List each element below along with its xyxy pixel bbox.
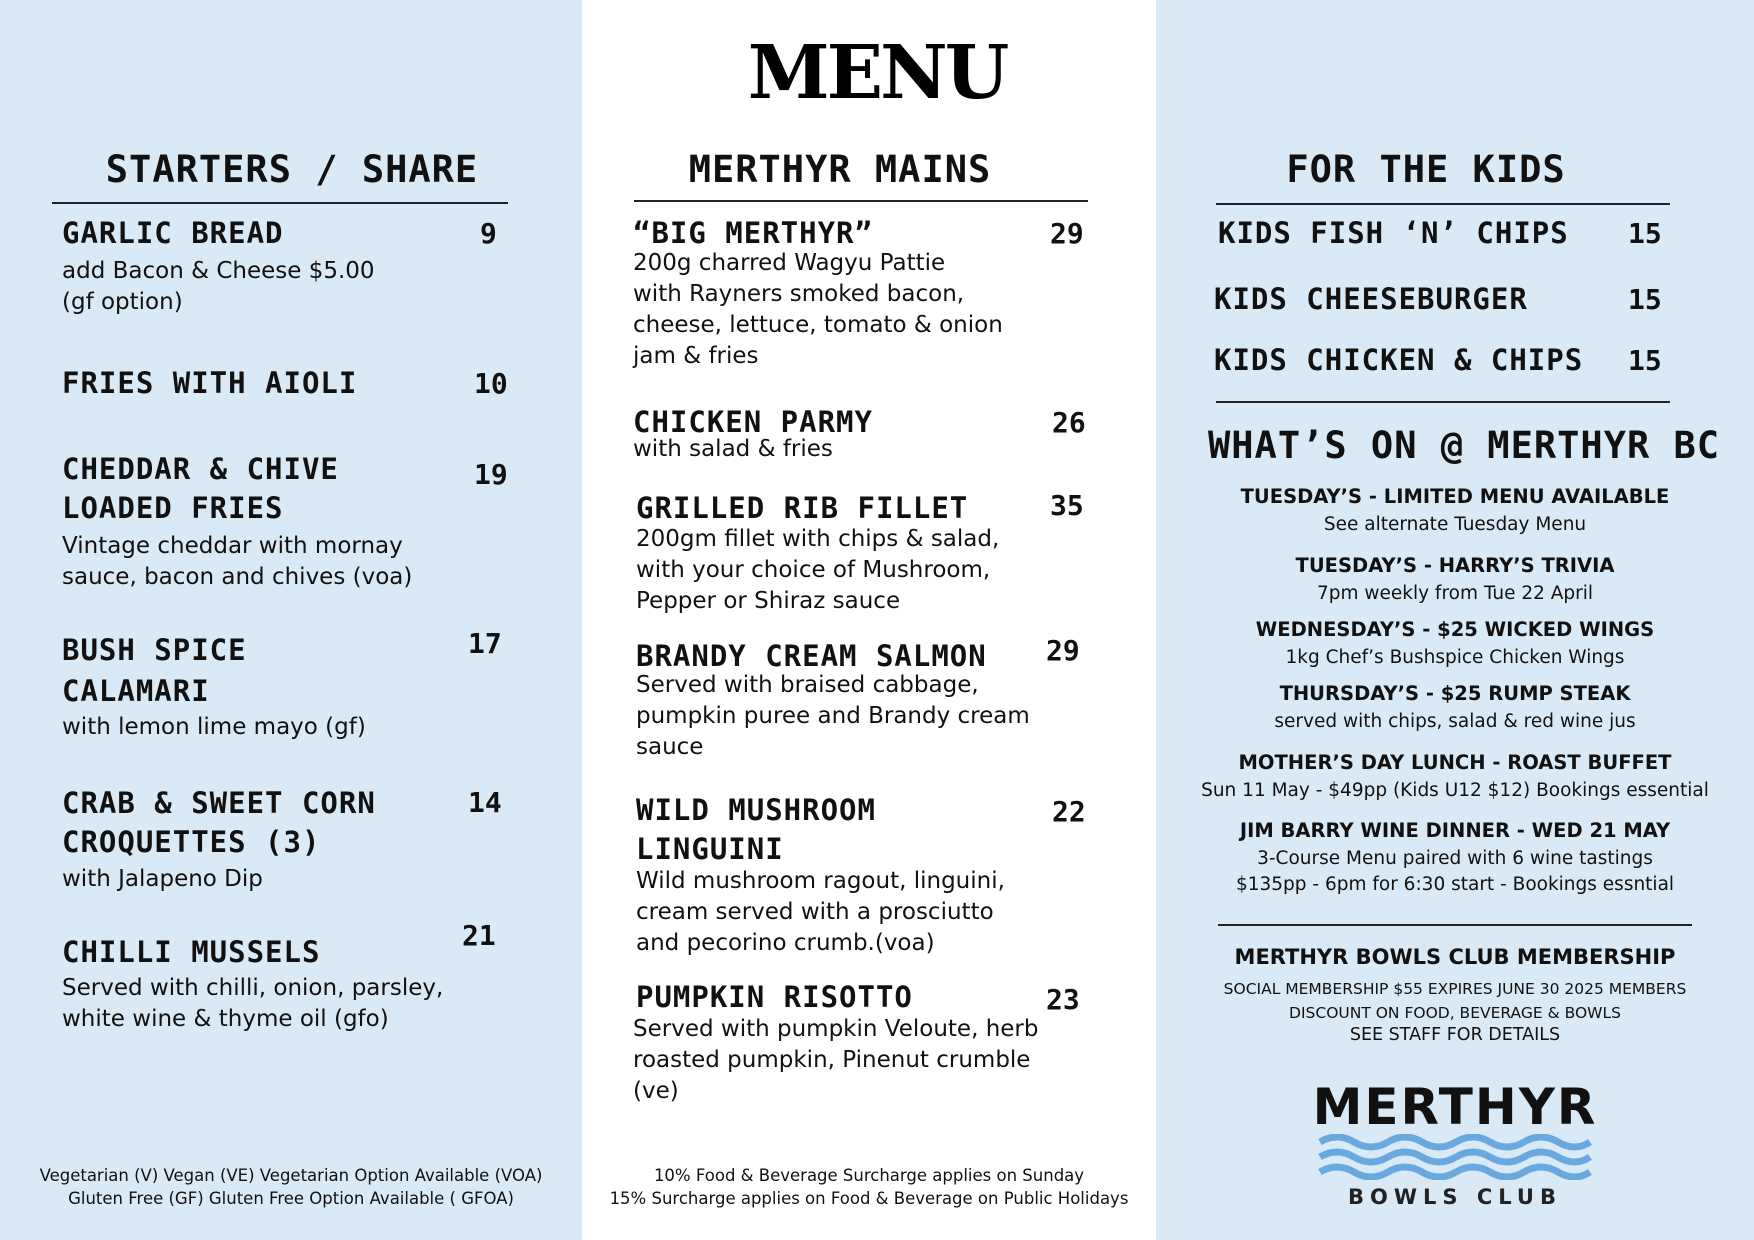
item-price: 15: [1628, 283, 1662, 316]
item-desc: with Rayners smoked bacon,: [633, 281, 965, 307]
item-desc: sauce: [636, 734, 704, 760]
membership-line: SOCIAL MEMBERSHIP $55 EXPIRES JUNE 30 2025 MEMBERS: [1223, 980, 1687, 998]
item-desc: sauce, bacon and chives (voa): [62, 564, 413, 590]
item-price: 22: [1052, 795, 1086, 828]
item-price: 29: [1046, 634, 1080, 667]
starters-divider: [52, 202, 508, 204]
item-price: 19: [474, 458, 508, 491]
wave-line: [1320, 1152, 1590, 1162]
item-name: LOADED FRIES: [62, 491, 284, 525]
wave-line: [1320, 1167, 1590, 1177]
item-desc: with Jalapeno Dip: [62, 866, 263, 892]
membership-cta: SEE STAFF FOR DETAILS: [1349, 1025, 1561, 1045]
item-name: LINGUINI: [636, 832, 784, 866]
item-price: 17: [468, 627, 502, 660]
item-name: “BIG MERTHYR”: [633, 216, 873, 250]
whats-on-heading: WHAT’S ON @ MERTHYR BC: [1208, 424, 1721, 467]
item-desc: Served with chilli, onion, parsley,: [62, 975, 444, 1001]
item-desc: add Bacon & Cheese $5.00: [62, 258, 375, 284]
menu-title: MENU: [747, 30, 1007, 116]
event-title: TUESDAY’S - HARRY’S TRIVIA: [1295, 554, 1615, 577]
item-name: BRANDY CREAM SALMON: [636, 639, 987, 673]
dietary-legend: [0, 1164, 582, 1210]
item-price: 10: [474, 367, 508, 400]
item-desc: with your choice of Mushroom,: [636, 557, 991, 583]
item-desc: 200gm fillet with chips & salad,: [636, 526, 1000, 552]
item-desc: and pecorino crumb.(voa): [636, 930, 935, 956]
item-name: CROQUETTES (3): [62, 825, 321, 859]
logo-waves-icon: [1318, 1134, 1592, 1180]
item-desc: Pepper or Shiraz sauce: [636, 588, 901, 614]
wave-line: [1320, 1137, 1590, 1147]
item-name: CHICKEN PARMY: [633, 405, 873, 439]
event-title: WEDNESDAY’S - $25 WICKED WINGS: [1255, 618, 1655, 641]
surcharge-line: 10% Food & Beverage Surcharge applies on Sunday: [653, 1166, 1085, 1185]
event-title: MOTHER’S DAY LUNCH - ROAST BUFFET: [1238, 751, 1672, 774]
mains-heading: MERTHYR MAINS: [688, 148, 992, 191]
kids-heading: FOR THE KIDS: [1286, 148, 1566, 191]
item-desc: (gf option): [62, 289, 183, 315]
item-price: 21: [462, 919, 496, 952]
item-name: KIDS CHEESEBURGER: [1214, 282, 1528, 316]
item-desc: Served with pumpkin Veloute, herb: [633, 1016, 1039, 1042]
item-price: 14: [468, 786, 502, 819]
event-desc: 3-Course Menu paired with 6 wine tastings: [1257, 848, 1653, 869]
item-desc: Served with braised cabbage,: [636, 672, 979, 698]
item-name: BUSH SPICE: [62, 633, 247, 667]
item-name: CRAB & SWEET CORN: [62, 786, 376, 820]
item-name: CALAMARI: [62, 674, 210, 708]
item-desc: 200g charred Wagyu Pattie: [633, 250, 946, 276]
logo-wordmark: MERTHYR: [1312, 1078, 1598, 1136]
item-name: CHILLI MUSSELS: [62, 935, 321, 969]
starters-heading: STARTERS / SHARE: [105, 148, 479, 191]
item-desc: with lemon lime mayo (gf): [62, 714, 366, 740]
item-desc: Vintage cheddar with mornay: [62, 533, 403, 559]
item-desc: jam & fries: [633, 343, 759, 369]
item-desc: roasted pumpkin, Pinenut crumble: [633, 1047, 1031, 1073]
surcharge-line: 15% Surcharge applies on Food & Beverage on Public Holidays: [609, 1189, 1129, 1208]
item-desc: cream served with a prosciutto: [636, 899, 994, 925]
item-desc: (ve): [633, 1078, 679, 1104]
item-price: 23: [1046, 983, 1080, 1016]
item-name: GRILLED RIB FILLET: [636, 491, 969, 525]
item-name: WILD MUSHROOM: [636, 793, 876, 827]
item-price: 29: [1050, 217, 1084, 250]
event-desc: Sun 11 May - $49pp (Kids U12 $12) Bookings essential: [1201, 780, 1709, 801]
item-name: PUMPKIN RISOTTO: [636, 980, 913, 1014]
item-price: 15: [1628, 217, 1662, 250]
item-price: 26: [1052, 406, 1086, 439]
event-desc: served with chips, salad & red wine jus: [1274, 711, 1636, 732]
item-name: KIDS FISH ‘N’ CHIPS: [1218, 216, 1569, 250]
kids-divider: [1216, 203, 1670, 205]
membership-divider: [1218, 924, 1692, 926]
item-desc: white wine & thyme oil (gfo): [62, 1006, 389, 1032]
dietary-legend-line: Gluten Free (GF) Gluten Free Option Available ( GFOA): [68, 1189, 514, 1208]
event-desc: 1kg Chef’s Bushspice Chicken Wings: [1285, 647, 1625, 668]
event-title: JIM BARRY WINE DINNER - WED 21 MAY: [1239, 819, 1671, 842]
kids-bottom-divider: [1216, 401, 1670, 403]
item-desc: cheese, lettuce, tomato & onion: [633, 312, 1003, 338]
item-desc: with salad & fries: [633, 436, 833, 462]
item-price: 35: [1050, 489, 1084, 522]
event-title: TUESDAY’S - LIMITED MENU AVAILABLE: [1240, 485, 1670, 508]
membership-title: MERTHYR BOWLS CLUB MEMBERSHIP: [1234, 945, 1676, 969]
item-name: KIDS CHICKEN & CHIPS: [1214, 343, 1584, 377]
item-name: CHEDDAR & CHIVE: [62, 452, 339, 486]
event-desc: 7pm weekly from Tue 22 April: [1316, 583, 1594, 604]
item-desc: Wild mushroom ragout, linguini,: [636, 868, 1005, 894]
item-name: GARLIC BREAD: [62, 216, 284, 250]
item-price: 15: [1628, 344, 1662, 377]
mains-divider: [634, 200, 1088, 202]
event-desc: $135pp - 6pm for 6:30 start - Bookings essntial: [1235, 874, 1675, 895]
surcharge-note: [582, 1164, 1156, 1210]
membership-line: DISCOUNT ON FOOD, BEVERAGE & BOWLS: [1289, 1004, 1621, 1022]
item-desc: pumpkin puree and Brandy cream: [636, 703, 1030, 729]
item-name: FRIES WITH AIOLI: [62, 366, 358, 400]
event-title: THURSDAY’S - $25 RUMP STEAK: [1279, 682, 1631, 705]
dietary-legend-line: Vegetarian (V) Vegan (VE) Vegetarian Option Available (VOA): [39, 1166, 543, 1185]
logo-subtitle: BOWLS CLUB: [1348, 1185, 1562, 1209]
event-desc: See alternate Tuesday Menu: [1323, 514, 1587, 535]
item-price: 9: [480, 217, 497, 250]
